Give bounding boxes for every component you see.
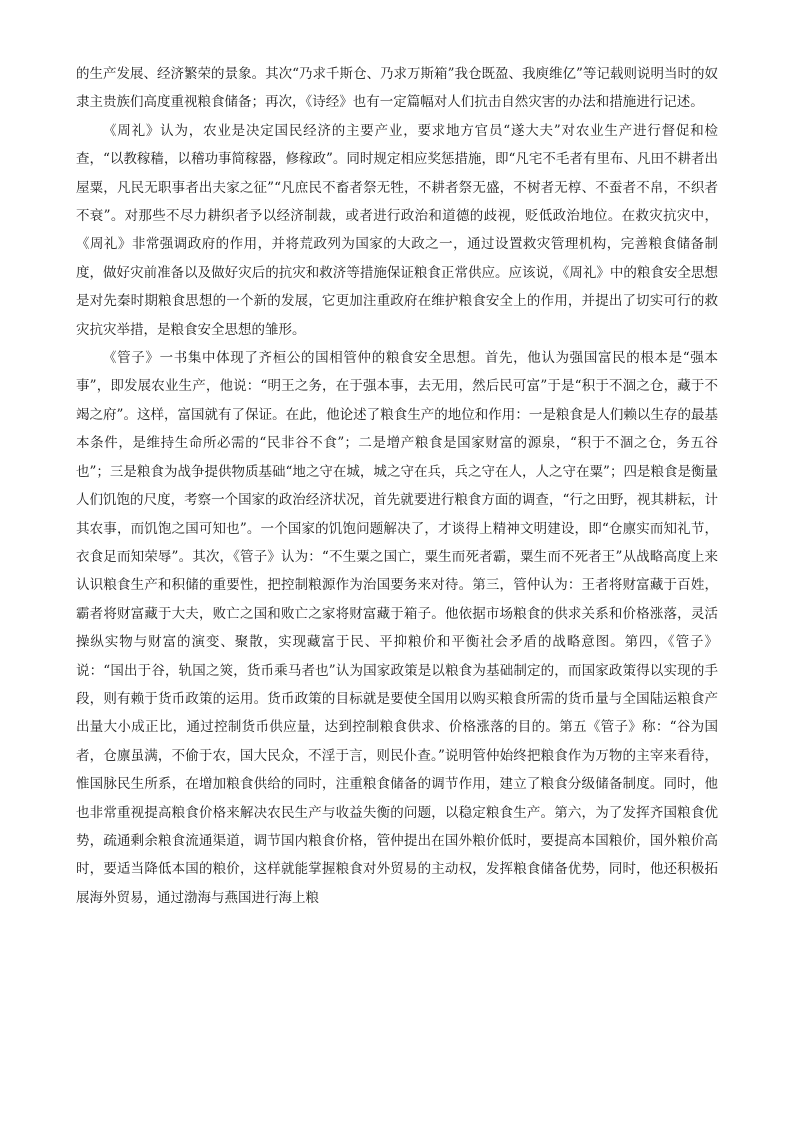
- paragraph-zhouli: 《周礼》认为，农业是决定国民经济的主要产业，要求地方官员“遂大夫”对农业生产进行督促和检查，“以教稼穑，以稽功事简稼器，修稼政”。同时规定相应奖惩措施，即“凡宅不毛者有里布、凡田不耕者出屋粟，凡民无职事者出夫家之征”“凡庶民不畜者祭无牲，不耕者祭无盛，不树者无椁、不蚕者不帛，不织者不衰”。对那些不尽力耕织者予以经济制裁，或者进行政治和道德的歧视，贬低政治地位。在救灾抗灾中，《周礼》非常强调政府的作用，并将荒政列为国家的大政之一，通过设置救灾管理机构，完善粮食储备制度，做好灾前准备以及做好灾后的抗灾和救济等措施保证粮食正常供应。应该说，《周礼》中的粮食安全思想是对先秦时期粮食思想的一个新的发展，它更加注重政府在维护粮食安全上的作用，并提出了切实可行的救灾抗灾举措，是粮食安全思想的雏形。: [76, 122, 718, 338]
- paragraph-1-continuation: 的生产发展、经济繁荣的景象。其次“乃求千斯仓、乃求万斯箱”我仓既盈、我庾维亿”等记载则说明当时的奴隶主贵族们高度重视粮食储备；再次，《诗经》也有一定篇幅对人们抗击自然灾害的办法和措施进行记述。: [76, 66, 718, 111]
- document-body: [76, 60, 718, 912]
- paragraph-guanzi: 《管子》一书集中体现了齐桓公的国相管仲的粮食安全思想。首先，他认为强国富民的根本是“强本事”，即发展农业生产，他说：“明王之务，在于强本事，去无用，然后民可富”于是“积于不涸之仓，藏于不竭之府”。这样，富国就有了保证。在此，他论述了粮食生产的地位和作用：一是粮食是人们赖以生存的最基本条件，是维持生命所必需的“民非谷不食”；二是增产粮食是国家财富的源泉，“积于不涸之仓，务五谷也”；三是粮食为战争提供物质基础“地之守在城，城之守在兵，兵之守在人，人之守在粟”；四是粮食是衡量人们饥饱的尺度，考察一个国家的政治经济状况，首先就要进行粮食方面的调查，“行之田野，视其耕耘，计其农事，而饥饱之国可知也”。一个国家的饥饱问题解决了，才谈得上精神文明建设，即“仓廪实而知礼节，衣食足而知荣辱”。其次，《管子》认为：“不生粟之国亡，粟生而死者霸，粟生而不死者王”从战略高度上来认识粮食生产和积储的重要性，把控制粮源作为治国要务来对待。第三，管仲认为：王者将财富藏于百姓，霸者将财富藏于大夫，败亡之国和败亡之家将财富藏于箱子。他依据市场粮食的供求关系和价格涨落，灵活操纵实物与财富的演变、聚散，实现藏富于民、平抑粮价和平衡社会矛盾的战略意图。第四，《管子》说：“国出于谷，轨国之筴，货币乘马者也”认为国家政策是以粮食为基础制定的，而国家政策得以实现的手段，则有赖于货币政策的运用。货币政策的目标就是要使全国用以购买粮食所需的货币量与全国陆运粮食产出量大小成正比，通过控制货币供应量，达到控制粮食供求、价格涨落的目的。第五《管子》称：“谷为国者，仓廪虽满，不偷于农，国大民众，不淫于言，则民仆查。”说明管仲始终把粮食作为万物的主宰来看待，惟国脉民生所系，在增加粮食供给的同时，注重粮食储备的调节作用，建立了粮食分级储备制度。同时，他也非常重视提高粮食价格来解决农民生产与收益失衡的问题，以稳定粮食生产。第六，为了发挥齐国粮食优势，疏通剩余粮食流通渠道，调节国内粮食价格，管仲提出在国外粮价低时，要提高本国粮价，国外粮价高时，要适当降低本国的粮价，这样就能掌握粮食对外贸易的主动权，发挥粮食储备优势，同时，他还积极拓展海外贸易，通过渤海与燕国进行海上粮: [76, 350, 718, 906]
